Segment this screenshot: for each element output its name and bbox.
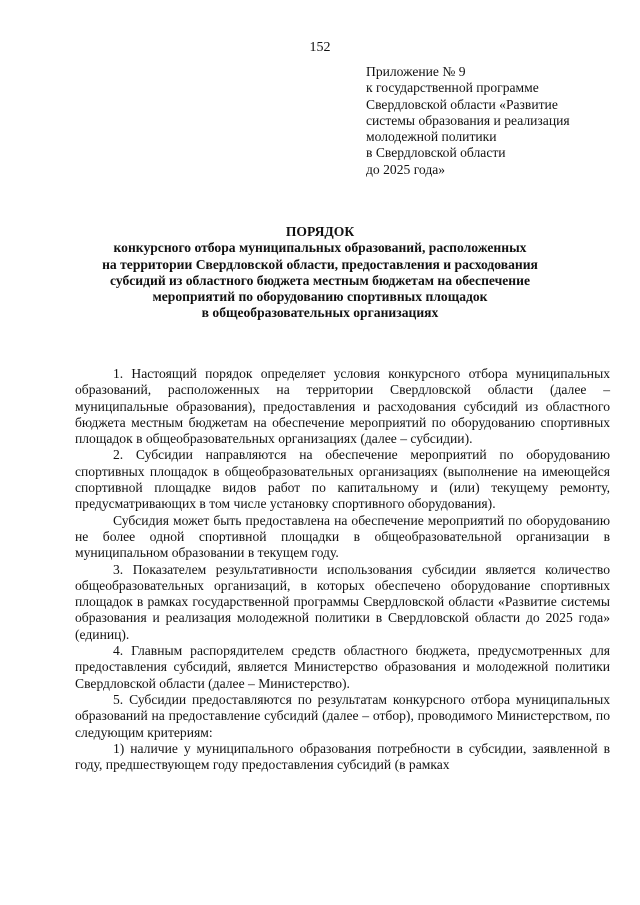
title-line: в общеобразовательных организациях — [201, 305, 439, 321]
title-line: конкурсного отбора муниципальных образований, расположенных — [113, 240, 527, 256]
title-line: на территории Свердловской области, предоставления и расходования — [102, 256, 538, 272]
paragraph: 1. Настоящий порядок определяет условия конкурсного отбора муниципальных образований, расположенных на территории Свердловской области (далее – муниципальные образования), предоставления и расходования субсидий из областного бюджета местным бюджетам на обеспечение мероприятий по оборудованию спортивных площадок в общеобразовательных организациях (далее – субсидии). — [75, 366, 610, 447]
paragraph: 2. Субсидии направляются на обеспечение мероприятий по оборудованию спортивных площадок в общеобразовательных организациях (выполнение на имеющейся спортивной площадке видов работ по капитальному и (или) текущему ремонту, предусматривающих в том числе установку спортивного оборудования). — [75, 447, 610, 512]
title-heading: ПОРЯДОК — [285, 224, 355, 239]
document-title — [60, 224, 580, 322]
appendix-line: Свердловской области «Развитие — [366, 96, 558, 112]
appendix-line: Приложение № 9 — [366, 64, 466, 79]
appendix-line: системы образования и реализация — [366, 112, 570, 128]
appendix-line: в Свердловской области — [366, 145, 506, 161]
paragraph: 4. Главным распорядителем средств областного бюджета, предусмотренных для предоставления субсидий, является Министерство образования и молодежной политики Свердловской области (далее – Министерство). — [75, 643, 610, 691]
title-line: мероприятий по оборудованию спортивных площадок — [152, 289, 488, 305]
appendix-block — [366, 64, 626, 178]
appendix-line: до 2025 года» — [366, 161, 446, 177]
paragraph: 5. Субсидии предоставляются по результатам конкурсного отбора муниципальных образований на предоставление субсидий (далее – отбор), проводимого Министерством, по следующим критериям: — [75, 691, 610, 740]
paragraph: 3. Показателем результативности использования субсидии является количество общеобразовательных организаций, в которых обеспечено оборудование спортивных площадок в рамках государственной программы Свердловской области «Развитие системы образования и реализация молодежной политики в Свердловской области до 2025 года» (единиц). — [75, 561, 610, 642]
appendix-line: к государственной программе — [366, 80, 539, 96]
paragraph: Субсидия может быть предоставлена на обеспечение мероприятий по оборудованию не более одной спортивной площадки в общеобразовательной организации в муниципальном образовании в текущем году. — [75, 512, 610, 561]
appendix-line: молодежной политики — [366, 129, 497, 145]
paragraph: 1) наличие у муниципального образования потребности в субсидии, заявленной в году, предшествующем году предоставления субсидий (в рамках — [75, 740, 610, 773]
page-number: 152 — [309, 40, 331, 55]
document-body — [75, 366, 610, 773]
title-line: субсидий из областного бюджета местным бюджетам на обеспечение — [109, 272, 531, 288]
